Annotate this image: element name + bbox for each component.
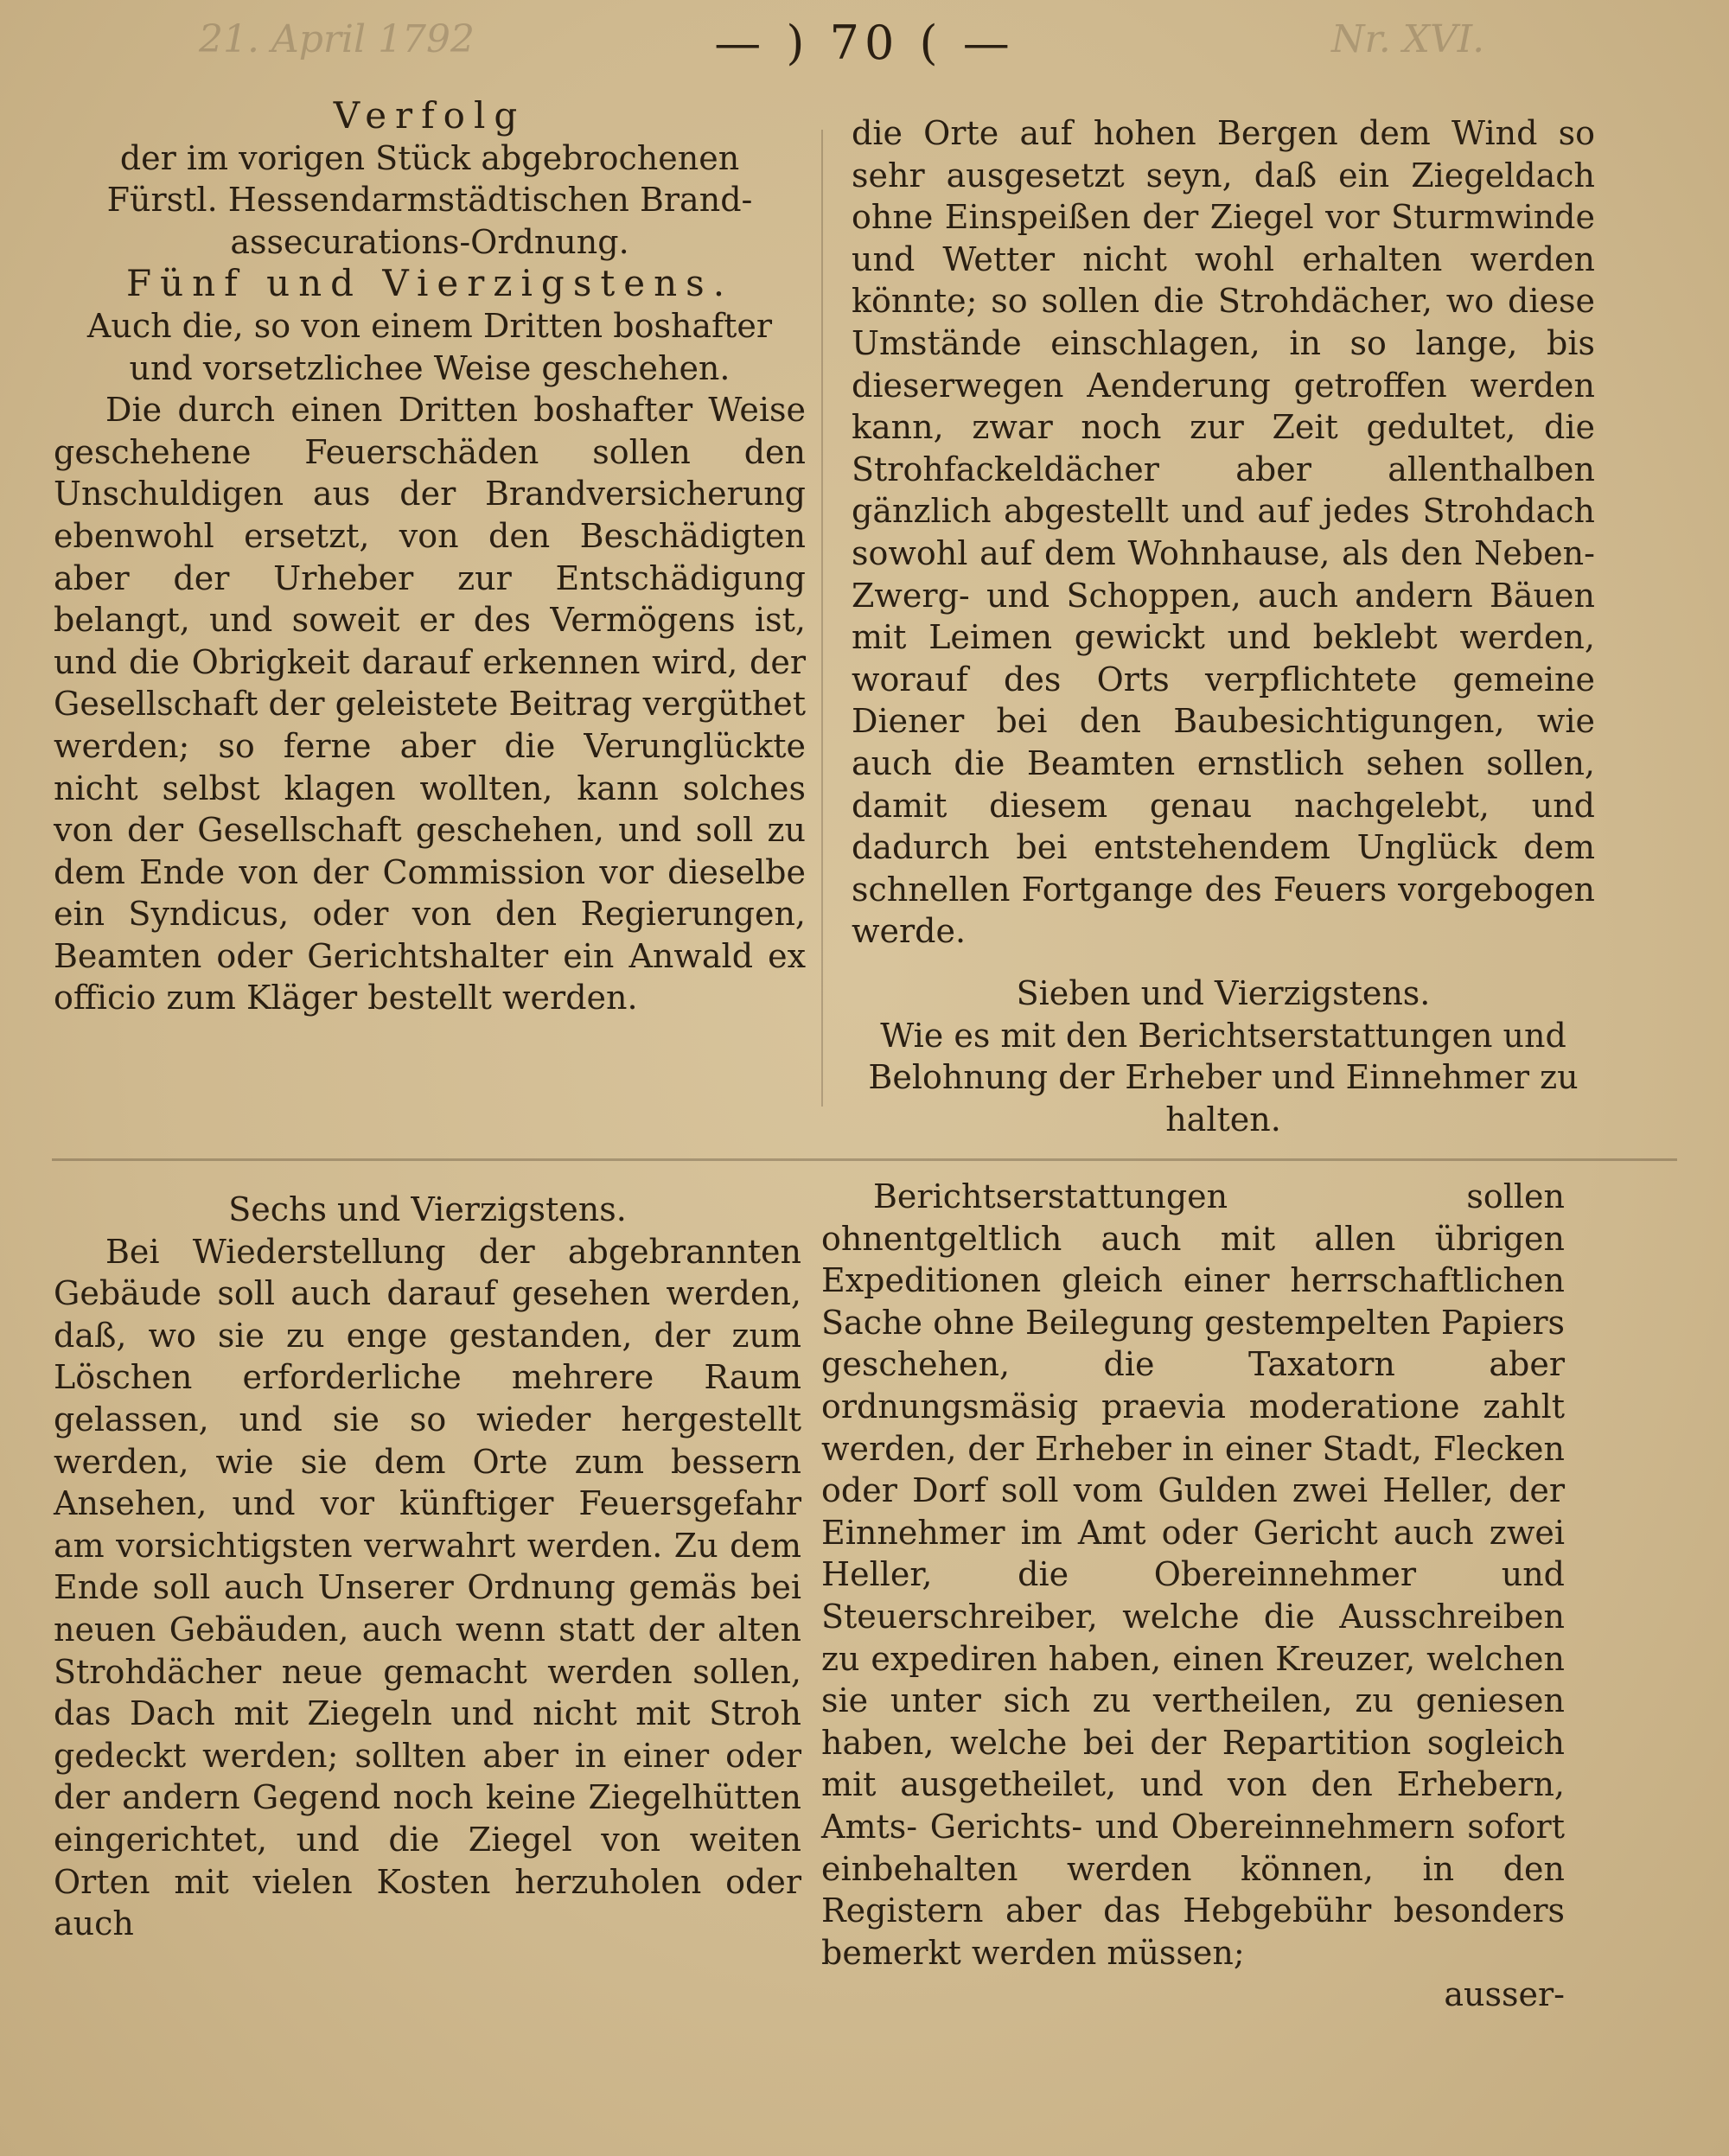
article-subtitle-line2: Fürstl. Hessendarmstädtischen Brand- xyxy=(106,181,753,220)
section-body-45: Die durch einen Dritten boshafter Weise geschehene Feuerschäden sollen den Unschuldigen aus der Brandversicherung ebenwohl ersetzt, von den Beschädigten aber der Urheber zur Entschädigung belangt, und soweit er des Vermögens ist, und die Obrigkeit darauf erkennen wird, der Gesellschaft der geleistete Beitrag vergüthet werden; so ferne aber die Verunglückte nicht selbst klagen wollten, kann solches von der Gesellschaft geschehen, und soll zu dem Ende von der Commission vor dieselbe ein Syndicus, oder von den Regierungen, Beamten oder Gerichtshalter ein Anwald ex officio zum Kläger bestellt werden. xyxy=(54,391,806,1017)
catchword: ausser- xyxy=(1444,1975,1565,2014)
continued-body-45: die Orte auf hohen Bergen dem Wind so sehr ausgesetzt seyn, daß ein Ziegeldach ohne Einspeißen der Ziegel vor Sturmwinde und Wetter nicht wohl erhalten werden könnte; so sollen die Strohdächer, wo diese Umstände einschlagen, in so lange, bis dieserwegen Aenderung getroffen werden kann, zwar noch zur Zeit gedultet, die Strohfackeldächer aber allenthalben gänzlich abgestellt und auf jedes Strohdach sowohl auf dem Wohnhause, als den Neben- Zwerg- und Schoppen, auch andern Bäuen mit Leimen gewickt und beklebt werden, worauf des Orts verpflichtete gemeine Diener bei den Baubesichtigungen, wie auch die Beamten ernstlich sehen sollen, damit diesem genau nachgelebt, und dadurch bei entstehendem Unglück dem schnellen Fortgange des Feuers vorgebogen werde. xyxy=(852,114,1595,951)
right-column-bottom xyxy=(821,1176,1565,2016)
section-heading-45: Fünf und Vierzigstens. xyxy=(125,262,734,305)
section-summary-45: Auch die, so von einem Dritten boshafter und vorsetzlichee Weise geschehen. xyxy=(86,306,773,387)
article-subtitle-line1: der im vorigen Stück abgebrochenen xyxy=(119,138,740,177)
horizontal-divider xyxy=(52,1158,1677,1161)
page-number: — ) 70 ( — xyxy=(714,16,1015,70)
right-column-section-47 xyxy=(852,973,1595,1140)
article-title: Verfolg xyxy=(333,94,526,137)
left-column-top xyxy=(54,95,806,1019)
section-summary-47: Wie es mit den Berichtserstattungen und Belohnung der Erheber und Einnehmer zu halten. xyxy=(868,1016,1579,1139)
article-subtitle-line3: assecurations-Ordnung. xyxy=(230,222,629,261)
column-divider xyxy=(821,130,823,1107)
section-heading-46: Sechs und Vierzigstens. xyxy=(228,1190,627,1228)
section-body-46: Bei Wiederstellung der abgebrannten Gebäude soll auch darauf gesehen werden, daß, wo sie zu enge gestanden, der zum Löschen erforderliche mehrere Raum gelassen, und sie so wieder hergestellt werden, wie sie dem Orte zum bessern Ansehen, und vor künftiger Feuersgefahr am vorsichtigsten verwahrt werden. Zu dem Ende soll auch Unserer Ordnung gemäs bei neuen Gebäuden, auch wenn statt der alten Strohdächer neue gemacht werden sollen, das Dach mit Ziegeln und nicht mit Stroh gedeckt werden; sollten aber in einer oder der andern Gegend noch keine Ziegelhütten eingerichtet, und die Ziegel von weiten Orten mit vielen Kosten herzuholen oder auch xyxy=(54,1232,801,1943)
section-body-47: Berichtserstattungen sollen ohnentgeltlich auch mit allen übrigen Expeditionen gleich einer herrschaftlichen Sache ohne Beilegung gestempelten Papiers geschehen, die Taxatorn aber ordnungsmäsig praevia moderatione zahlt werden, der Erheber in einer Stadt, Flecken oder Dorf soll vom Gulden zwei Heller, der Einnehmer im Amt oder Gericht auch zwei Heller, die Obereinnehmer und Steuerschreiber, welche die Ausschreiben zu expediren haben, einen Kreuzer, welchen sie unter sich zu vertheilen, zu geniesen haben, welche bei der Repartition sogleich mit ausgetheilet, und von den Erhebern, Amts- Gerichts- und Obereinnehmern sofort einbehalten werden können, in den Registern aber das Hebgebühr besonders bemerkt werden müssen; xyxy=(821,1177,1565,1972)
left-column-bottom xyxy=(54,1189,801,1945)
faint-date-bleedthrough: 21. April 1792 xyxy=(199,17,475,61)
section-heading-47: Sieben und Vierzigstens. xyxy=(1016,974,1431,1012)
right-column-top xyxy=(852,112,1595,953)
faint-issue-bleedthrough: Nr. XVI. xyxy=(1331,17,1485,61)
